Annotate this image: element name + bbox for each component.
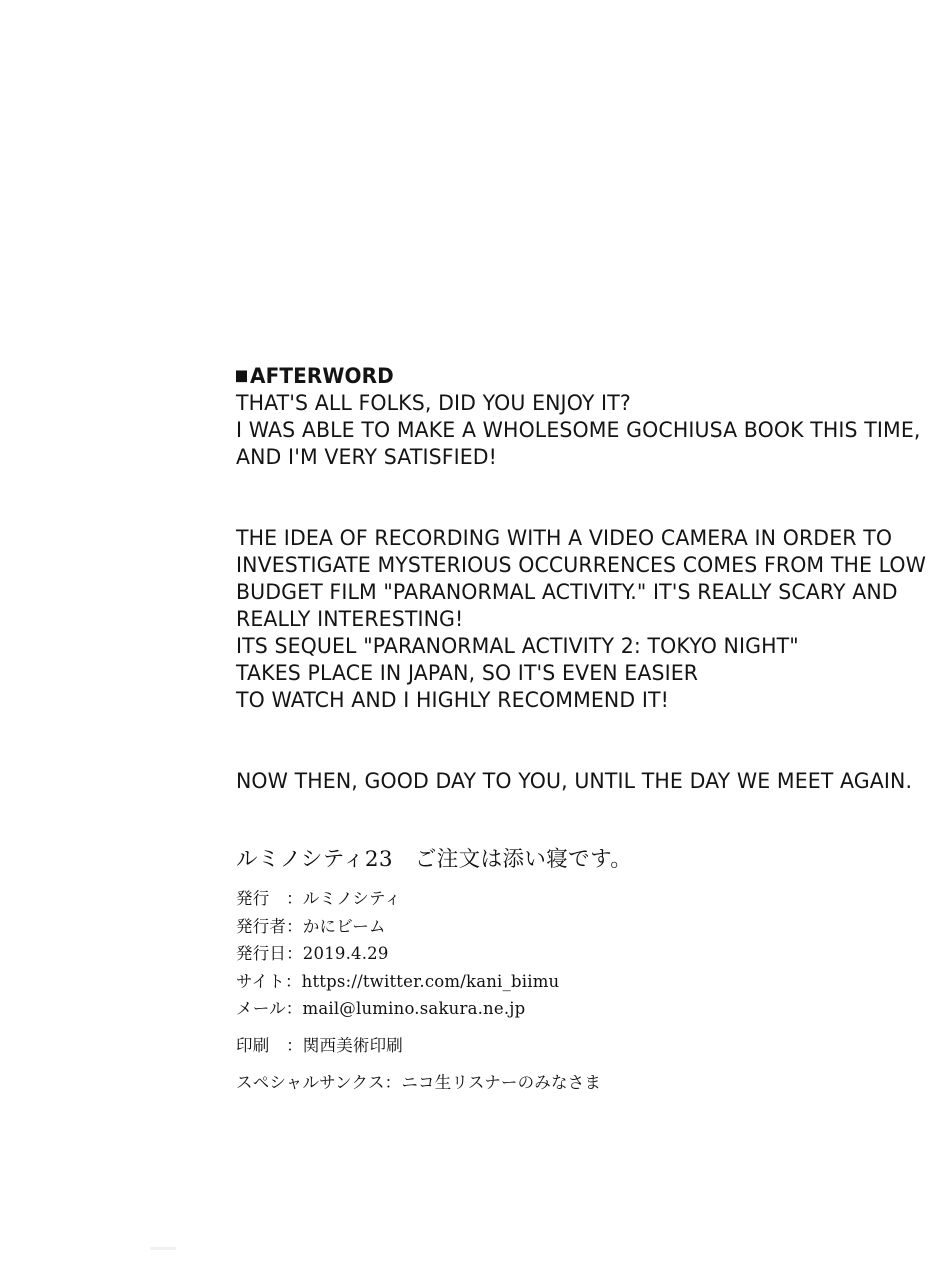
colophon-section	[236, 845, 876, 1097]
paragraph-gap	[236, 740, 876, 767]
afterword-heading	[236, 362, 876, 391]
colophon-author: 発行者：かにビーム	[236, 916, 386, 936]
afterword-p2-line-7: TO WATCH AND I HIGHLY RECOMMEND IT!	[236, 687, 669, 713]
paragraph-gap	[236, 497, 876, 524]
afterword-p2-line-5: ITS SEQUEL "PARANORMAL ACTIVITY 2: TOKYO NIGHT"	[236, 633, 799, 659]
colophon-title: ルミノシティ23 ご注文は添い寝です。	[236, 847, 633, 872]
afterword-section	[236, 362, 927, 794]
afterword-p2-line-4: REALLY INTERESTING!	[236, 606, 464, 632]
colophon-publisher: 発行 ：ルミノシティ	[236, 889, 402, 908]
afterword-p2-line-2: INVESTIGATE MYSTERIOUS OCCURRENCES COMES FROM THE LOW	[236, 552, 927, 578]
afterword-p2-line-6: TAKES PLACE IN JAPAN, SO IT'S EVEN EASIER	[236, 660, 699, 686]
colophon-print: 印刷 ：関西美術印刷	[236, 1035, 403, 1055]
paragraph-gap	[236, 713, 876, 740]
page-artifact	[150, 1247, 176, 1250]
afterword-p1-line-3: AND I'M VERY SATISFIED!	[236, 444, 497, 470]
afterword-p1-line-2: I WAS ABLE TO MAKE A WHOLESOME GOCHIUSA BOOK THIS TIME,	[236, 417, 921, 443]
colophon-date: 発行日：2019.4.29	[236, 944, 389, 963]
afterword-heading-label: AFTERWORD	[250, 363, 394, 389]
colophon-special-thanks: スペシャルサンクス：ニコ生リスナーのみなさま	[236, 1073, 602, 1092]
colophon-site: サイト：https://twitter.com/kani_biimu	[236, 971, 560, 991]
afterword-p2-line-1: THE IDEA OF RECORDING WITH A VIDEO CAMERA IN ORDER TO	[236, 525, 893, 551]
filled-square-bullet-icon	[236, 370, 247, 382]
afterword-p3-line-1: NOW THEN, GOOD DAY TO YOU, UNTIL THE DAY WE MEET AGAIN.	[236, 768, 913, 794]
colophon-mail: メール：mail@lumino.sakura.ne.jp	[236, 999, 526, 1018]
afterword-p2-line-3: BUDGET FILM "PARANORMAL ACTIVITY." IT'S REALLY SCARY AND	[236, 579, 898, 605]
paragraph-gap	[236, 470, 876, 497]
afterword-p1-line-1: THAT'S ALL FOLKS, DID YOU ENJOY IT?	[236, 390, 631, 416]
